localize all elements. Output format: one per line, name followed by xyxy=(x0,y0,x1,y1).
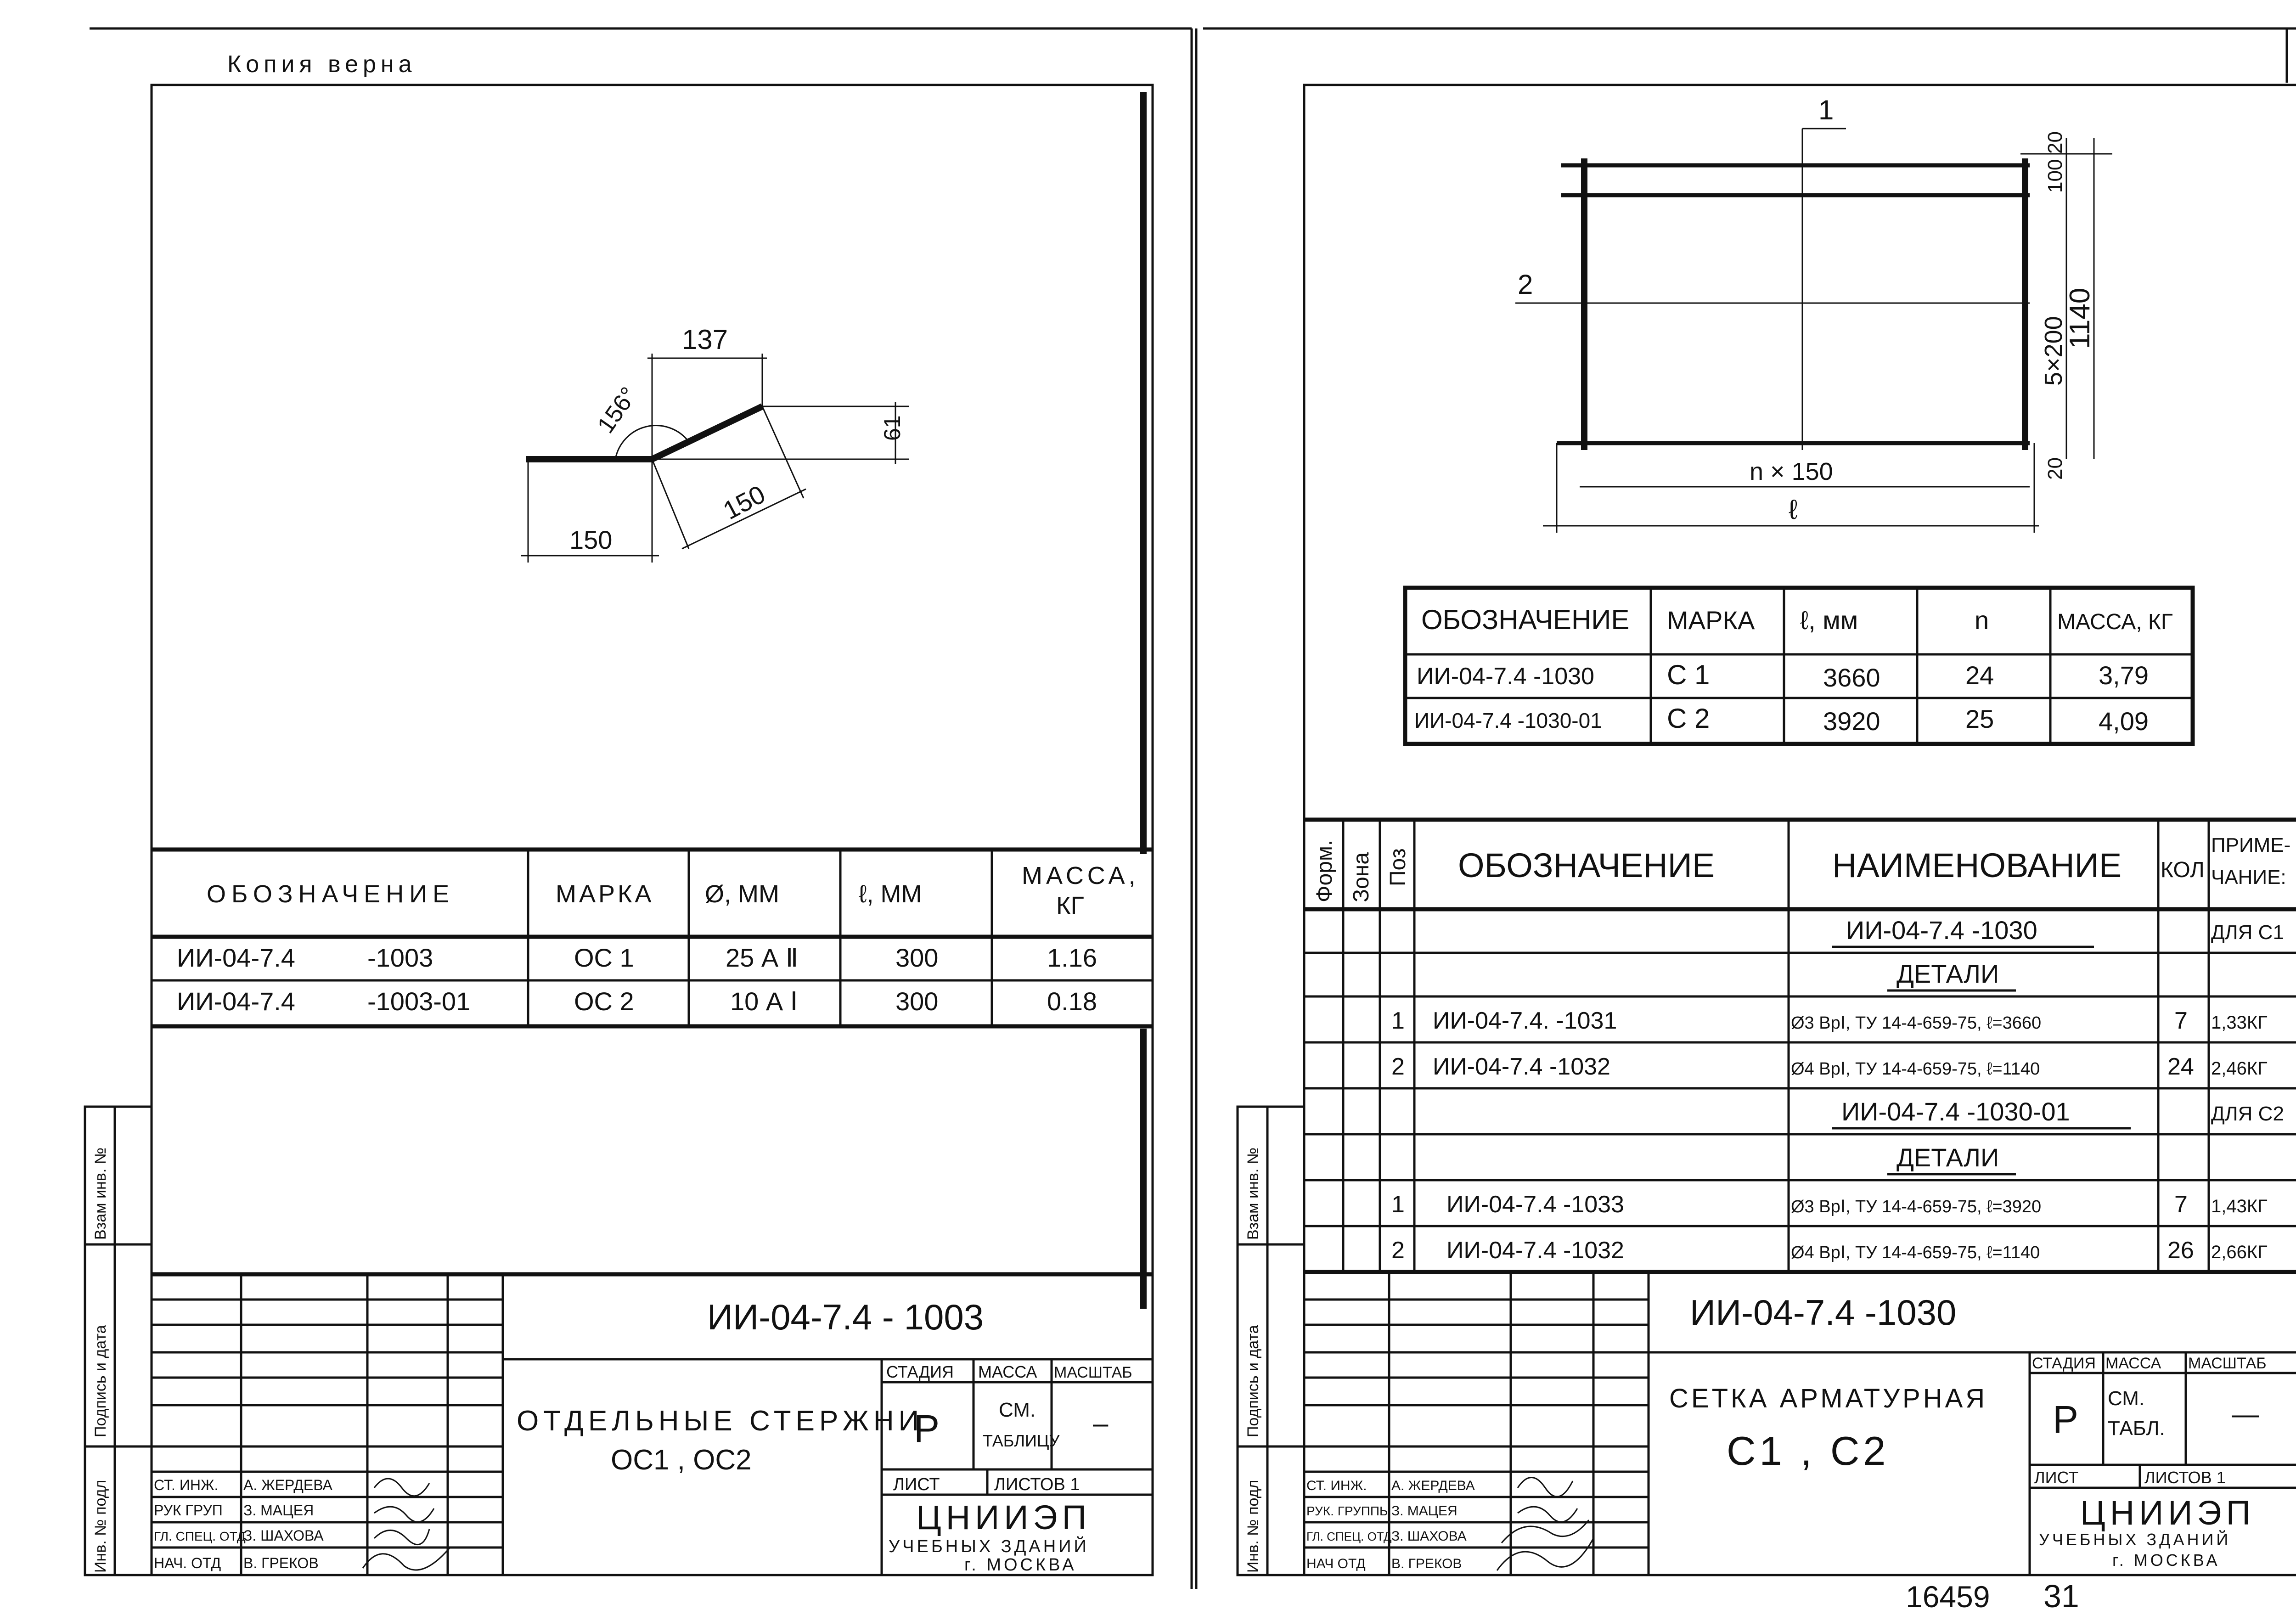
col-diameter: Ø, ММ xyxy=(705,880,779,908)
dim-angle: 156° xyxy=(592,382,643,438)
org-name: ЦНИИЭП xyxy=(916,1498,1091,1536)
spec-qty: 24 xyxy=(2167,1053,2194,1080)
spec-col-designation: ОБОЗНАЧЕНИЕ xyxy=(1458,846,1715,884)
staff-name: В. ГРЕКОВ xyxy=(1391,1556,1462,1571)
title-line-2: С1 , С2 xyxy=(1727,1428,1890,1474)
row-len: 300 xyxy=(895,943,939,972)
row-n: 25 xyxy=(1965,704,1994,733)
mass-value-2: ТАБЛИЦУ xyxy=(983,1431,1060,1450)
spec-note: 1,43КГ xyxy=(2211,1196,2268,1216)
org-city: г. МОСКВА xyxy=(964,1555,1077,1575)
mass-value-1: СМ. xyxy=(999,1399,1036,1421)
mass-label: МАССА xyxy=(2105,1355,2161,1372)
staff-role: ГЛ. СПЕЦ. ОТД xyxy=(154,1529,246,1543)
col-mass: МАССА, xyxy=(1022,862,1139,889)
stage-value: Р xyxy=(2053,1398,2079,1441)
dim-20-top: 20 xyxy=(2044,131,2066,154)
staff-role: СТ. ИНЖ. xyxy=(1306,1478,1367,1493)
spec-row xyxy=(1887,1143,2016,1174)
title-line-2: ОС1 , ОС2 xyxy=(611,1444,752,1476)
org-city: г. МОСКВА xyxy=(2112,1551,2220,1570)
spec-pos: 1 xyxy=(1391,1007,1405,1034)
dim-1140: 1140 xyxy=(2064,287,2096,349)
spec-qty: 7 xyxy=(2174,1191,2188,1218)
archive-number: 16459 xyxy=(1906,1580,1990,1614)
dim-5x200: 5×200 xyxy=(2040,316,2067,386)
callout-2: 2 xyxy=(1518,269,1533,300)
mesh-col-designation: ОБОЗНАЧЕНИЕ xyxy=(1421,604,1630,635)
spec-col-name: НАИМЕНОВАНИЕ xyxy=(1832,846,2122,884)
mesh-col-n: n xyxy=(1975,606,1989,635)
spec-name: Ø3 ВрⅠ, ТУ 14-4-659-75, ℓ=3660 xyxy=(1791,1013,2042,1033)
scale-value: — xyxy=(2232,1399,2259,1429)
title-line-1: СЕТКА АРМАТУРНАЯ xyxy=(1669,1384,1988,1413)
sheets-label: ЛИСТОВ 1 xyxy=(2144,1468,2226,1487)
side-label-inventory: Инв. № подл xyxy=(1244,1480,1262,1573)
row-mark: С 1 xyxy=(1667,659,1710,690)
staff-name: А. ЖЕРДЕВА xyxy=(1391,1478,1475,1493)
spec-col-format: Форм. xyxy=(1312,839,1337,902)
doc-code: ИИ-04-7.4 -1030 xyxy=(1690,1292,1957,1333)
stage-value: Р xyxy=(914,1407,940,1450)
dim-bottom: 150 xyxy=(569,525,613,554)
page-number: 31 xyxy=(2043,1578,2079,1614)
staff-role: ГЛ. СПЕЦ. ОТД xyxy=(1306,1530,1392,1543)
staff-role: СТ. ИНЖ. xyxy=(154,1477,219,1493)
spec-note: ДЛЯ С1 xyxy=(2211,921,2284,944)
spec-pos: 2 xyxy=(1391,1053,1405,1080)
spec-col-note: ПРИМЕ- xyxy=(2211,834,2291,856)
side-label-signature: Подпись и дата xyxy=(1244,1325,1262,1437)
staff-name: З. МАЦЕЯ xyxy=(243,1502,314,1519)
row-code: ИИ-04-7.4 -1030 xyxy=(1417,663,1594,690)
copy-note: Копия верна xyxy=(227,51,416,78)
stage-label: СТАДИЯ xyxy=(2032,1355,2096,1372)
spec-name: Ø3 ВрⅠ, ТУ 14-4-659-75, ℓ=3920 xyxy=(1791,1197,2042,1216)
spec-pos: 1 xyxy=(1391,1191,1405,1218)
spec-pos: 2 xyxy=(1391,1237,1405,1264)
spec-code: ИИ-04-7.4 -1032 xyxy=(1433,1053,1610,1080)
row-mass: 3,79 xyxy=(2099,661,2149,690)
row-mass: 0.18 xyxy=(1047,987,1097,1016)
spec-col-position: Поз xyxy=(1386,848,1410,886)
stage-label: СТАДИЯ xyxy=(886,1362,954,1381)
row-dia: 25 А Ⅱ xyxy=(726,943,799,972)
staff-role: НАЧ. ОТД xyxy=(154,1555,221,1571)
dim-diag: 150 xyxy=(718,479,770,525)
staff-row xyxy=(1306,1529,1467,1544)
col-designation: ОБОЗНАЧЕНИЕ xyxy=(207,880,455,908)
staff-role: НАЧ ОТД xyxy=(1306,1556,1366,1571)
title-line-1: ОТДЕЛЬНЫЕ СТЕРЖНИ xyxy=(517,1405,924,1437)
row-len: 300 xyxy=(895,987,939,1016)
spec-row xyxy=(1887,959,2016,990)
sheet-label: ЛИСТ xyxy=(2034,1468,2079,1487)
scale-value: – xyxy=(1093,1408,1109,1439)
spec-col-zone: Зона xyxy=(1349,852,1373,902)
spec-note: 2,66КГ xyxy=(2211,1242,2268,1262)
row-code: ИИ-04-7.4 xyxy=(177,987,295,1016)
row-length: 3920 xyxy=(1823,707,1880,736)
spec-name: Ø4 ВрⅠ, ТУ 14-4-659-75, ℓ=1140 xyxy=(1791,1243,2040,1262)
spec-note: 1,33КГ xyxy=(2211,1013,2268,1033)
row-mark: ОС 1 xyxy=(574,943,634,972)
row-n: 24 xyxy=(1965,661,1994,690)
row-mass: 4,09 xyxy=(2099,707,2149,736)
side-label-signature: Подпись и дата xyxy=(92,1325,109,1437)
staff-name: З. ШАХОВА xyxy=(1391,1529,1467,1544)
org-subtitle: УЧЕБНЫХ ЗДАНИЙ xyxy=(889,1537,1089,1556)
dim-l: ℓ xyxy=(1789,494,1798,525)
org-name: ЦНИИЭП xyxy=(2080,1494,2255,1532)
mass-value-1: СМ. xyxy=(2108,1387,2145,1410)
row-mark: С 2 xyxy=(1667,703,1710,734)
row-suffix: -1003-01 xyxy=(367,987,471,1016)
staff-role: РУК. ГРУППЫ xyxy=(1306,1504,1391,1518)
spec-code: ИИ-04-7.4 -1032 xyxy=(1446,1237,1624,1264)
staff-role: РУК ГРУП xyxy=(154,1502,223,1519)
spec-name: ДЕТАЛИ xyxy=(1896,959,1999,988)
mass-value-2: ТАБЛ. xyxy=(2108,1417,2165,1440)
spec-name: ДЕТАЛИ xyxy=(1896,1143,1999,1172)
doc-code: ИИ-04-7.4 - 1003 xyxy=(707,1297,984,1337)
spec-name: Ø4 ВрⅠ, ТУ 14-4-659-75, ℓ=1140 xyxy=(1791,1059,2040,1079)
mesh-col-mass: МАССА, КГ xyxy=(2057,610,2173,634)
row-dia: 10 А Ⅰ xyxy=(730,987,798,1016)
staff-name: В. ГРЕКОВ xyxy=(243,1555,319,1571)
spec-code: ИИ-04-7.4. -1031 xyxy=(1433,1007,1617,1034)
mesh-col-mark: МАРКА xyxy=(1667,606,1755,635)
spec-qty: 7 xyxy=(2174,1007,2188,1034)
dim-right: 61 xyxy=(879,415,905,441)
row-length: 3660 xyxy=(1823,663,1880,692)
side-label-inventory: Инв. № подл xyxy=(92,1480,109,1573)
spec-col-qty: КОЛ xyxy=(2161,858,2205,882)
dim-top: 137 xyxy=(682,324,728,355)
org-subtitle: УЧЕБНЫХ ЗДАНИЙ xyxy=(2039,1530,2231,1549)
staff-name: З. МАЦЕЯ xyxy=(1391,1503,1458,1519)
sheet-label: ЛИСТ xyxy=(893,1475,940,1494)
spec-col-note-2: ЧАНИЕ: xyxy=(2211,866,2286,889)
staff-name: З. ШАХОВА xyxy=(243,1527,324,1544)
staff-name: А. ЖЕРДЕВА xyxy=(243,1477,332,1493)
scale-label: МАСШТАБ xyxy=(2188,1355,2267,1372)
row-mark: ОС 2 xyxy=(574,987,634,1016)
side-label-replace: Взам инв. № xyxy=(1244,1147,1262,1240)
callout-1: 1 xyxy=(1818,95,1834,125)
staff-row xyxy=(154,1527,324,1544)
dim-n150: n × 150 xyxy=(1750,458,1833,485)
spec-name: ИИ-04-7.4 -1030 xyxy=(1846,916,2037,945)
col-mass-unit: КГ xyxy=(1056,892,1084,919)
row-code: ИИ-04-7.4 xyxy=(177,943,295,972)
spec-note: 2,46КГ xyxy=(2211,1058,2268,1079)
row-mass: 1.16 xyxy=(1047,943,1097,972)
staff-row xyxy=(1306,1503,1458,1519)
row-suffix: -1003 xyxy=(367,943,433,972)
scale-label: МАСШТАБ xyxy=(1054,1364,1132,1381)
side-label-replace: Взам инв. № xyxy=(92,1147,109,1240)
spec-name: ИИ-04-7.4 -1030-01 xyxy=(1841,1097,2070,1126)
col-mark: МАРКА xyxy=(556,880,654,908)
staff-row xyxy=(154,1477,333,1493)
spec-qty: 26 xyxy=(2167,1237,2194,1264)
spec-code: ИИ-04-7.4 -1033 xyxy=(1446,1191,1624,1218)
mass-label: МАССА xyxy=(978,1362,1037,1381)
spec-note: ДЛЯ С2 xyxy=(2211,1103,2284,1125)
dim-100: 100 xyxy=(2044,159,2066,193)
row-code: ИИ-04-7.4 -1030-01 xyxy=(1414,709,1602,732)
sheets-label: ЛИСТОВ 1 xyxy=(994,1475,1080,1494)
col-length: ℓ, ММ xyxy=(859,880,922,908)
dim-20-bottom: 20 xyxy=(2044,457,2066,480)
mesh-col-length: ℓ, мм xyxy=(1800,606,1858,635)
